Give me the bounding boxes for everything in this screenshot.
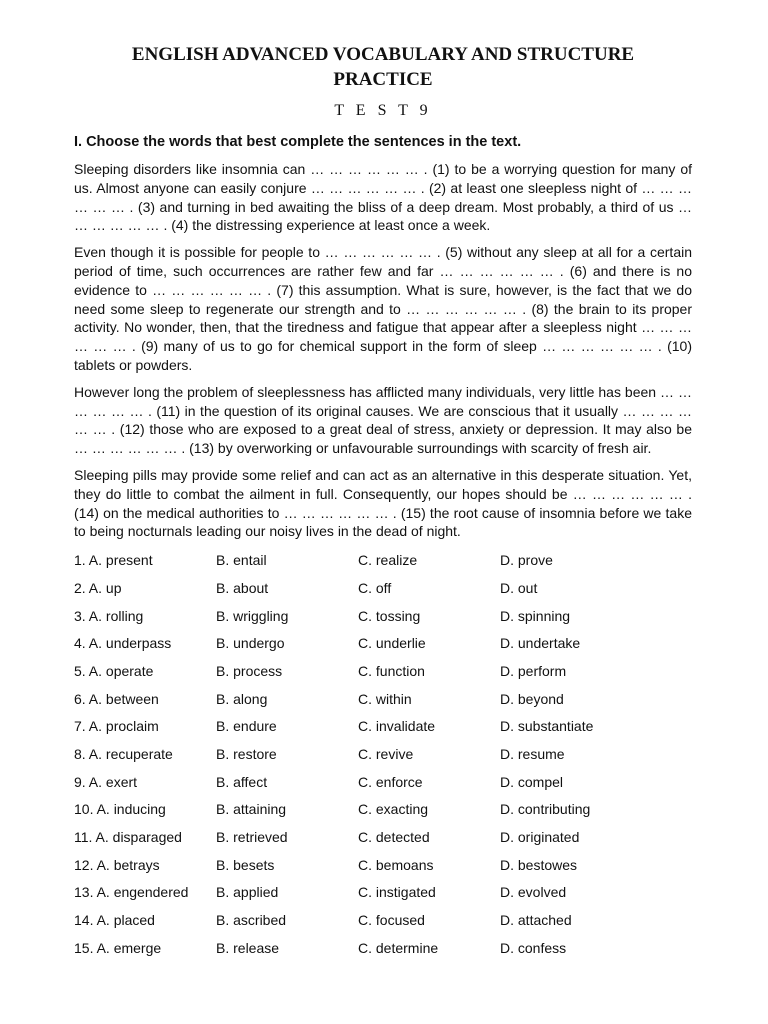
test-label: T E S T 9: [334, 102, 432, 119]
option-b: B. along: [216, 690, 268, 707]
option-b: B. attaining: [216, 801, 287, 818]
option-c: C. focused: [358, 912, 425, 929]
option-a: 3. A. rolling: [74, 607, 144, 624]
passage-paragraph-2: Even though it is possible for people to … … … … … … . (5) without any sleep at all for a certain period of time, such occurrences are rather few and far … … … … … … . (6) and there is no evidence to … … … … … … . (7) this assumption. What is sure, however, is the fact that we do need some sleep to regenerate our strength and to … … … … … … . (8) the brain to its proper activity. No wonder, then, that the tiredness and fatigue that appear after a sleepless night … … … … … … . (9) many of us to go for chemical support in the form of sleep … … … … … … . (10) tablets or powders.: [74, 244, 692, 373]
option-row-14: [74, 911, 692, 939]
option-d: D. attached: [500, 912, 572, 929]
option-a: 13. A. engendered: [74, 884, 189, 901]
option-b: B. besets: [216, 856, 275, 873]
option-a: 4. A. underpass: [74, 635, 172, 652]
option-d: D. resume: [500, 745, 565, 762]
option-b: B. applied: [216, 884, 279, 901]
option-b: B. about: [216, 579, 269, 596]
section-instruction: I. Choose the words that best complete the sentences in the text.: [74, 134, 522, 150]
option-a: 6. A. between: [74, 690, 159, 707]
document-title: [74, 42, 692, 92]
option-d: D. compel: [500, 773, 564, 790]
option-row-13: [74, 883, 692, 911]
option-c: C. off: [358, 579, 392, 596]
title-line-1: ENGLISH ADVANCED VOCABULARY AND STRUCTURE: [131, 44, 635, 65]
option-d: D. perform: [500, 662, 567, 679]
option-d: D. beyond: [500, 690, 564, 707]
option-c: C. revive: [358, 745, 414, 762]
option-a: 5. A. operate: [74, 662, 154, 679]
option-c: C. within: [358, 690, 412, 707]
option-b: B. endure: [216, 718, 277, 735]
option-row-4: [74, 634, 692, 662]
option-c: C. determine: [358, 939, 439, 956]
option-a: 11. A. disparaged: [74, 829, 182, 846]
option-row-9: [74, 773, 692, 801]
option-b: B. release: [216, 939, 280, 956]
option-b: B. restore: [216, 745, 277, 762]
option-row-1: [74, 551, 692, 579]
option-c: C. detected: [358, 829, 430, 846]
option-b: B. retrieved: [216, 829, 288, 846]
option-c: C. enforce: [358, 773, 423, 790]
option-d: D. out: [500, 579, 538, 596]
option-d: D. undertake: [500, 635, 581, 652]
option-a: 2. A. up: [74, 579, 122, 596]
option-a: 9. A. exert: [74, 773, 138, 790]
passage-paragraph-1: Sleeping disorders like insomnia can … … … … … … . (1) to be a worrying question for many of us. Almost anyone can easily conjure … … … … … … . (2) at least one sleepless night of … … … … … … . (3) and turning in bed awaiting the bliss of a deep dream. Most probably, a third of us … … … … … … . (4) the distressing experience at least once a week.: [74, 161, 692, 234]
option-c: C. function: [358, 662, 425, 679]
option-b: B. entail: [216, 552, 267, 569]
option-row-11: [74, 828, 692, 856]
option-b: B. affect: [216, 773, 268, 790]
option-a: 14. A. placed: [74, 912, 155, 929]
option-b: B. ascribed: [216, 912, 287, 929]
option-row-2: [74, 579, 692, 607]
option-c: C. bemoans: [358, 856, 434, 873]
option-row-6: [74, 690, 692, 718]
option-a: 15. A. emerge: [74, 939, 162, 956]
option-a: 8. A. recuperate: [74, 745, 173, 762]
option-b: B. wriggling: [216, 607, 289, 624]
option-d: D. evolved: [500, 884, 567, 901]
option-d: D. prove: [500, 552, 553, 569]
option-b: B. process: [216, 662, 283, 679]
option-d: D. bestowes: [500, 856, 578, 873]
option-d: D. contributing: [500, 801, 591, 818]
option-c: C. exacting: [358, 801, 429, 818]
option-b: B. undergo: [216, 635, 285, 652]
option-d: D. spinning: [500, 607, 571, 624]
option-c: C. invalidate: [358, 718, 436, 735]
option-row-7: [74, 717, 692, 745]
answer-options: [74, 551, 692, 966]
option-a: 7. A. proclaim: [74, 718, 159, 735]
option-d: D. substantiate: [500, 718, 594, 735]
option-row-3: [74, 607, 692, 635]
option-a: 1. A. present: [74, 552, 153, 569]
option-a: 12. A. betrays: [74, 856, 160, 873]
option-c: C. underlie: [358, 635, 426, 652]
option-row-15: [74, 939, 692, 967]
passage-paragraph-4: Sleeping pills may provide some relief and can act as an alternative in this desperate situation. Yet, they do little to combat the ailment in full. Consequently, our hopes should be … … … … … … . (14) on the medical authorities to … … … … … … . (15) the root cause of insomnia before we take to being nocturnals leading our noisy lives in the dead of night.: [74, 466, 692, 540]
option-d: D. originated: [500, 829, 580, 846]
option-row-8: [74, 745, 692, 773]
option-a: 10. A. inducing: [74, 801, 166, 818]
passage-paragraph-3: However long the problem of sleeplessness has afflicted many individuals, very little has been … … … … … … . (11) in the question of its original causes. We are conscious that it usually … … … … … … . (12) those who are exposed to a great deal of stress, anxiety or depression. It may also be … … … … … … . (13) by overworking or unfavourable surroundings with scarcity of fresh air.: [74, 383, 692, 457]
option-c: C. instigated: [358, 884, 436, 901]
title-line-2: PRACTICE: [333, 69, 433, 90]
option-row-5: [74, 662, 692, 690]
option-d: D. confess: [500, 939, 567, 956]
option-c: C. tossing: [358, 607, 421, 624]
option-row-10: [74, 800, 692, 828]
option-row-12: [74, 856, 692, 884]
option-c: C. realize: [358, 552, 418, 569]
